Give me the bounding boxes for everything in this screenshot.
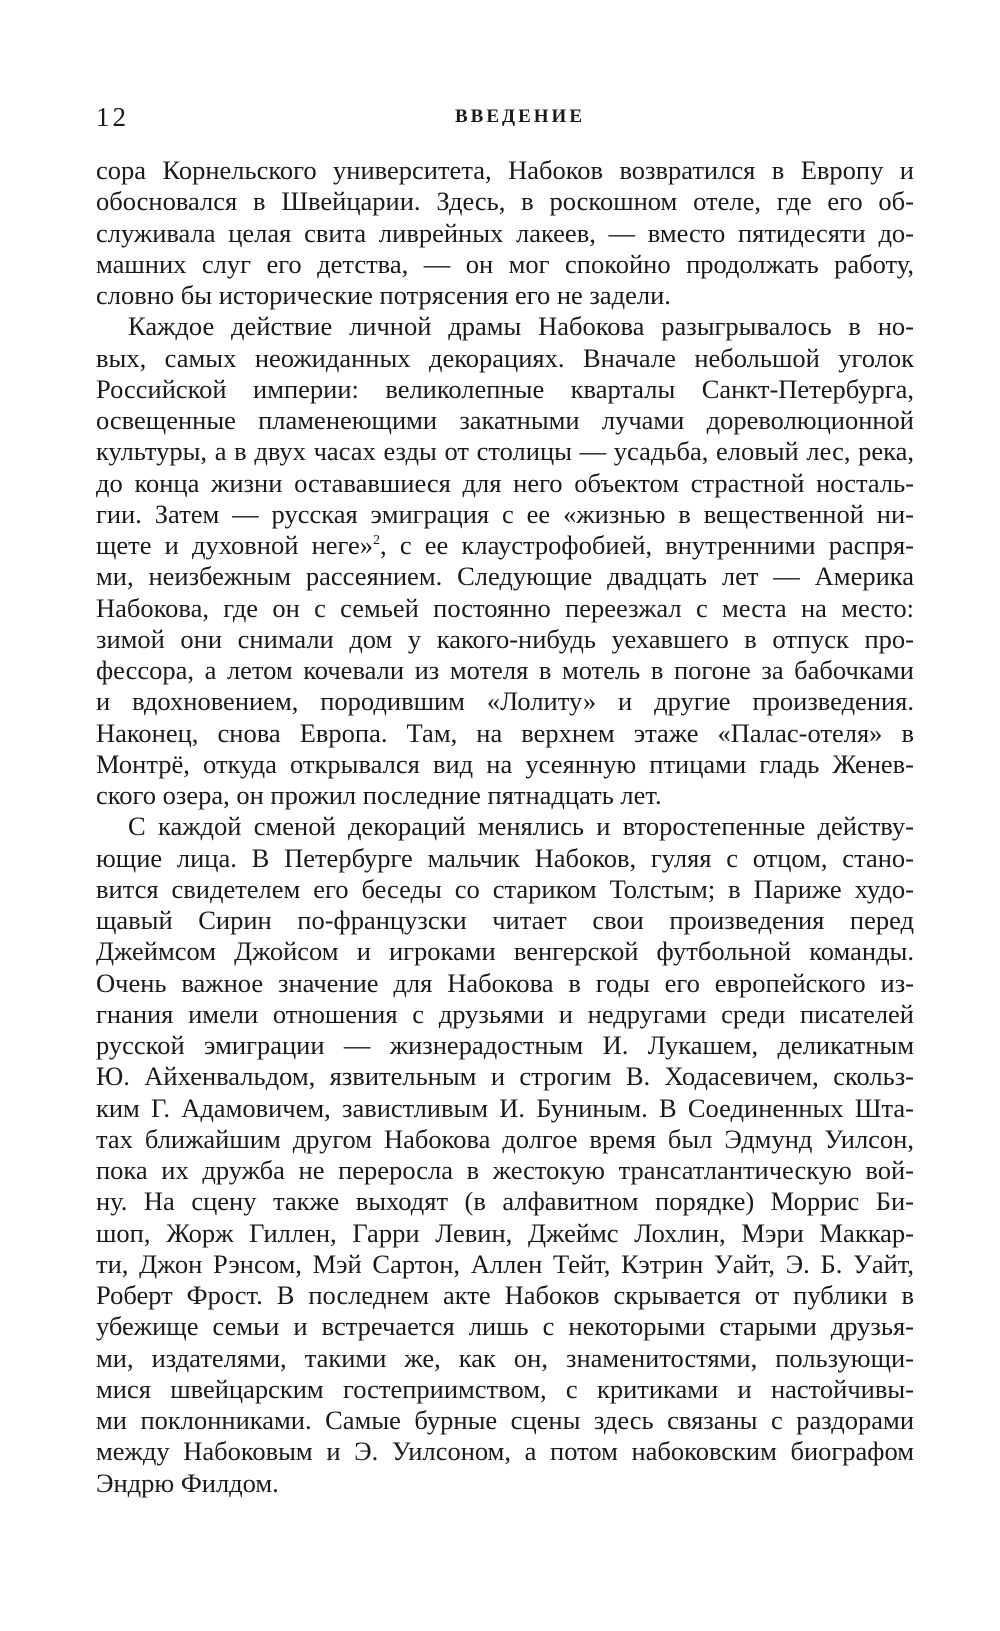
text-line: щавый Сирин по-французски читает свои произведения перед	[96, 905, 914, 935]
text-line: ну. На сцену также выходят (в алфавитном порядке) Моррис Би-	[96, 1186, 914, 1217]
text-line: Монтрё, откуда открывался вид на усеянную птицами гладь Женев-	[96, 748, 914, 779]
text-line: мися швейцарским гостеприимством, с критиками и настойчивы-	[96, 1373, 914, 1404]
text-line: ского озера, он прожил последние пятнадцать лет.	[96, 780, 662, 810]
text-line: гии. Затем — русская эмиграция с ее «жизнью в вещественной ни-	[96, 498, 914, 529]
text-line	[96, 530, 914, 561]
text-line: и вдохновением, породившим «Лолиту» и другие произведения.	[96, 686, 914, 717]
footnote-marker[interactable]: 2	[373, 533, 381, 549]
text-line: обосновался в Швейцарии. Здесь, в роскошном отеле, где его об-	[96, 186, 914, 217]
text-line: ми, издателями, такими же, как он, знаменитостями, пользующи-	[96, 1342, 914, 1373]
text-line: Ю. Айхенвальдом, язвительным и строгим В. Ходасевичем, скольз-	[96, 1061, 914, 1092]
text-line: ющие лица. В Петербурге мальчик Набоков, гуляя с отцом, стано-	[96, 842, 914, 873]
text-line: ми поклонниками. Самые бурные сцены здесь связаны с раздорами	[96, 1405, 914, 1435]
text-line: Эндрю Филдом.	[96, 1467, 279, 1498]
text-line: Каждое действие личной драмы Набокова разыгрывалось в но-	[128, 311, 914, 342]
text-line: Роберт Фрост. В последнем акте Набоков скрывается от публики в	[96, 1280, 914, 1310]
text-line: Очень важное значение для Набокова в годы его европейского из-	[96, 967, 914, 998]
text-line: Набокова, где он с семьей постоянно переезжал с места на место:	[96, 592, 914, 623]
text-line: пока их дружба не переросла в жестокую трансатлантическую вой-	[96, 1155, 914, 1185]
text-line: вых, самых неожиданных декорациях. Вначале небольшой уголок	[96, 342, 914, 373]
text-line: фессора, а летом кочевали из мотеля в мотель в погоне за бабочками	[96, 655, 914, 685]
text-line: зимой они снимали дом у какого-нибудь уехавшего в отпуск про-	[96, 623, 914, 654]
text-line: вится свидетелем его беседы со стариком Толстым; в Париже худо-	[96, 873, 914, 904]
text-line: убежище семьи и встречается лишь с некоторыми старыми друзья-	[96, 1311, 914, 1342]
text-line: культуры, а в двух часах езды от столицы — усадьба, еловый лес, река,	[96, 436, 914, 467]
running-title: ВВЕДЕНИЕ	[455, 106, 585, 127]
text-line: ми, неизбежным рассеянием. Следующие двадцать лет — Америка	[96, 561, 914, 592]
text-line: ким Г. Адамовичем, завистливым И. Буниным. В Соединенных Шта-	[96, 1092, 914, 1123]
text-line: русской эмиграции — жизнерадостным И. Лукашем, деликатным	[96, 1030, 914, 1060]
text-line: служивала целая свита ливрейных лакеев, — вместо пятидесяти до-	[96, 217, 914, 248]
text-line: тах ближайшим другом Набокова долгое время был Эдмунд Уилсон,	[96, 1123, 914, 1154]
text-segment: щете и духовной неге»	[96, 530, 374, 560]
body-text	[96, 155, 914, 1499]
text-line: ти, Джон Рэнсом, Мэй Сартон, Аллен Тейт, Кэтрин Уайт, Э. Б. Уайт,	[96, 1248, 914, 1279]
text-segment: , с ее клаустрофобией, внутренними распря-	[380, 530, 914, 560]
text-line: между Набоковым и Э. Уилсоном, а потом набоковским биографом	[96, 1436, 914, 1467]
text-line: Джеймсом Джойсом и игроками венгерской футбольной команды.	[96, 936, 914, 967]
text-line: до конца жизни остававшиеся для него объектом страстной носталь-	[96, 467, 914, 498]
text-line: словно бы исторические потрясения его не задели.	[96, 280, 671, 310]
page-number: 12	[96, 102, 129, 132]
text-line: С каждой сменой декораций менялись и второстепенные действу-	[128, 811, 914, 842]
text-line: Наконец, снова Европа. Там, на верхнем этаже «Палас-отеля» в	[96, 717, 914, 748]
text-line: освещенные пламенеющими закатными лучами дореволюционной	[96, 405, 914, 435]
text-line: шоп, Жорж Гиллен, Гарри Левин, Джеймс Лохлин, Мэри Маккар-	[96, 1217, 914, 1248]
text-line: сора Корнельского университета, Набоков возвратился в Европу и	[96, 155, 914, 185]
text-line: машних слуг его детства, — он мог спокойно продолжать работу,	[96, 248, 914, 279]
text-line: гнания имели отношения с друзьями и недругами среди писателей	[96, 998, 914, 1029]
text-line: Российской империи: великолепные кварталы Санкт-Петербурга,	[96, 373, 914, 404]
